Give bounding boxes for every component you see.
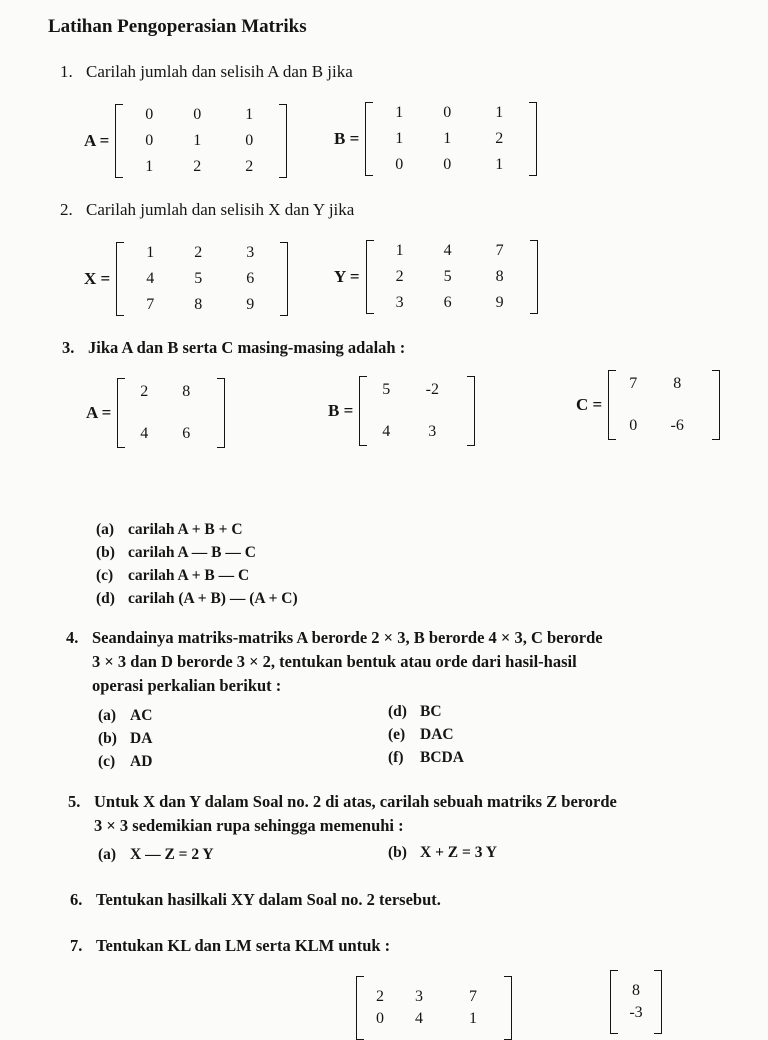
matrix-cell: 8 (673, 375, 682, 392)
matrix-cell: 7 (629, 375, 638, 392)
matrix-cell: 4 (415, 1010, 423, 1027)
matrix-cell: 9 (495, 294, 504, 311)
page-title: Latihan Pengoperasian Matriks (48, 16, 307, 37)
matrix-cell: 8 (495, 268, 504, 285)
bracket-right (529, 102, 537, 176)
question-5-item-b: (b) X + Z = 3 Y (388, 844, 497, 861)
matrix-q3-c-grid (616, 375, 712, 435)
question-4-line-3: operasi perkalian berikut : (92, 676, 282, 695)
question-3-text: Jika A dan B serta C masing-masing adalah : (88, 338, 406, 357)
question-2-text: Carilah jumlah dan selisih X dan Y jika (86, 200, 355, 219)
matrix-q7-l (356, 976, 512, 1040)
matrix-cell: 2 (140, 383, 149, 400)
matrix-q2-y-name: Y = (334, 267, 360, 286)
question-3-number: 3. (62, 338, 75, 357)
question-4-line-1: Seandainya matriks-matriks A berorde 2 × 3, B berorde 4 × 3, C berorde (92, 628, 603, 647)
question-2 (60, 200, 354, 220)
matrix-cell: 0 (395, 156, 404, 173)
matrix-cell: 8 (632, 982, 640, 999)
bracket-left (356, 976, 364, 1040)
matrix-cell: 2 (376, 988, 384, 1005)
bracket-right (504, 976, 512, 1040)
question-7 (70, 936, 390, 956)
matrix-q2-y (334, 240, 538, 314)
list-item: (e) DAC (388, 726, 454, 743)
matrix-cell: 0 (145, 132, 154, 149)
matrix-cell: 4 (146, 270, 155, 287)
matrix-cell: 1 (395, 242, 404, 259)
matrix-cell: 0 (193, 106, 202, 123)
matrix-cell: 2 (194, 244, 203, 261)
matrix-cell: 0 (376, 1010, 384, 1027)
matrix-cell: 8 (182, 383, 191, 400)
bracket-left (610, 970, 618, 1034)
list-item: (a) AC (98, 707, 153, 724)
bracket-left (116, 242, 124, 316)
matrix-cell: 6 (182, 425, 191, 442)
matrix-cell: 2 (495, 130, 504, 147)
bracket-right (530, 240, 538, 314)
matrix-cell: 2 (193, 158, 202, 175)
matrix-q1-a-grid (123, 106, 279, 176)
question-5-number: 5. (68, 792, 81, 811)
bracket-right (279, 104, 287, 178)
matrix-q3-a-grid (125, 383, 217, 443)
list-item: (a) carilah A + B + C (96, 521, 243, 538)
matrix-cell: 0 (443, 104, 452, 121)
question-1-number: 1. (60, 62, 73, 81)
question-3-items (96, 518, 298, 610)
matrix-cell: 0 (443, 156, 452, 173)
question-6 (70, 890, 441, 910)
question-3 (62, 338, 405, 358)
bracket-right (712, 370, 720, 440)
bracket-right (280, 242, 288, 316)
matrix-cell: 1 (193, 132, 202, 149)
bracket-left (359, 376, 367, 446)
matrix-cell: 5 (194, 270, 203, 287)
matrix-q2-y-grid (374, 242, 530, 312)
bracket-left (115, 104, 123, 178)
bracket-left (365, 102, 373, 176)
matrix-q3-b (328, 376, 475, 446)
matrix-q3-b-grid (367, 381, 467, 441)
matrix-cell: 2 (245, 158, 254, 175)
question-4-items-right (388, 700, 464, 769)
matrix-cell: 3 (415, 988, 423, 1005)
matrix-cell: 0 (145, 106, 154, 123)
matrix-cell: 1 (245, 106, 254, 123)
matrix-cell: 9 (246, 296, 255, 313)
matrix-q3-c (576, 370, 720, 440)
question-7-text: Tentukan KL dan LM serta KLM untuk : (96, 936, 391, 955)
matrix-cell: 4 (140, 425, 149, 442)
matrix-cell: 8 (194, 296, 203, 313)
list-item: (b) DA (98, 730, 153, 747)
matrix-cell: 5 (382, 381, 391, 398)
matrix-q3-a-name: A = (86, 403, 112, 422)
question-1-text: Carilah jumlah dan selisih A dan B jika (86, 62, 353, 81)
matrix-cell: 5 (443, 268, 452, 285)
matrix-cell: 7 (469, 988, 477, 1005)
matrix-q3-c-name: C = (576, 395, 603, 414)
matrix-q1-b-name: B = (334, 129, 360, 148)
matrix-q3-a (86, 378, 225, 448)
question-5-item-a: (a) X — Z = 2 Y (98, 846, 214, 863)
matrix-q2-x (84, 242, 288, 316)
matrix-q1-b (334, 102, 537, 176)
matrix-cell: 6 (443, 294, 452, 311)
matrix-q2-x-name: X = (84, 269, 111, 288)
list-item: (c) AD (98, 753, 153, 770)
question-2-number: 2. (60, 200, 73, 219)
list-item: (f) BCDA (388, 749, 464, 766)
matrix-cell: 1 (469, 1010, 477, 1027)
question-1 (60, 62, 353, 82)
matrix-cell: 1 (395, 104, 404, 121)
matrix-cell: 0 (629, 417, 638, 434)
matrix-cell: 3 (395, 294, 404, 311)
question-5-line-1: Untuk X dan Y dalam Soal no. 2 di atas, carilah sebuah matriks Z berorde (94, 792, 617, 811)
matrix-cell: 1 (145, 158, 154, 175)
matrix-cell: 6 (246, 270, 255, 287)
matrix-cell: 3 (428, 423, 437, 440)
bracket-left (366, 240, 374, 314)
matrix-cell: 1 (146, 244, 155, 261)
bracket-right (217, 378, 225, 448)
matrix-q3-b-name: B = (328, 401, 354, 420)
bracket-right (467, 376, 475, 446)
matrix-q7-l-grid (364, 988, 504, 1028)
matrix-q7-m-grid (618, 982, 654, 1022)
bracket-left (608, 370, 616, 440)
matrix-cell: 7 (495, 242, 504, 259)
matrix-cell: 3 (246, 244, 255, 261)
matrix-q1-a (84, 104, 287, 178)
list-item: (b) carilah A — B — C (96, 544, 256, 561)
matrix-cell: -2 (425, 381, 439, 398)
matrix-cell: 0 (245, 132, 254, 149)
matrix-q7-m (610, 970, 662, 1034)
list-item: (d) BC (388, 703, 442, 720)
matrix-cell: 4 (382, 423, 391, 440)
bracket-right (654, 970, 662, 1034)
bracket-left (117, 378, 125, 448)
list-item: (d) carilah (A + B) — (A + C) (96, 590, 298, 607)
question-5 (68, 790, 617, 838)
matrix-cell: 1 (443, 130, 452, 147)
question-7-number: 7. (70, 936, 83, 955)
matrix-q2-x-grid (124, 244, 280, 314)
question-6-text: Tentukan hasilkali XY dalam Soal no. 2 tersebut. (96, 890, 441, 909)
question-6-number: 6. (70, 890, 83, 909)
question-4 (66, 626, 603, 698)
matrix-cell: 1 (395, 130, 404, 147)
matrix-q1-b-grid (373, 104, 529, 174)
question-4-number: 4. (66, 628, 79, 647)
matrix-cell: 1 (495, 156, 504, 173)
question-4-items-left (98, 704, 152, 773)
matrix-cell: 1 (495, 104, 504, 121)
matrix-cell: -6 (670, 417, 684, 434)
matrix-cell: 2 (395, 268, 404, 285)
question-5-line-2: 3 × 3 sedemikian rupa sehingga memenuhi : (94, 816, 404, 835)
matrix-cell: 4 (443, 242, 452, 259)
matrix-cell: -3 (629, 1004, 643, 1021)
question-4-line-2: 3 × 3 dan D berorde 3 × 2, tentukan bentuk atau orde dari hasil-hasil (92, 652, 577, 671)
matrix-q1-a-name: A = (84, 131, 110, 150)
matrix-cell: 7 (146, 296, 155, 313)
list-item: (c) carilah A + B — C (96, 567, 250, 584)
